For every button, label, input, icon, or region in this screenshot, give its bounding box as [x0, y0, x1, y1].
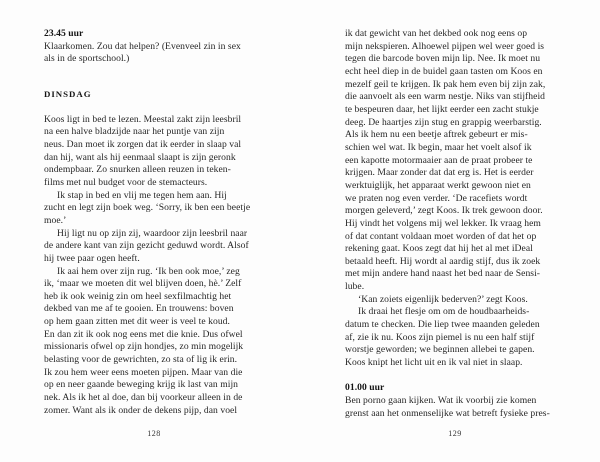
text-line: dekbed van me af te gooien. En trouwens: boven [44, 303, 234, 315]
text-line: lube. [345, 281, 365, 293]
text-line: krijgen. Maar zonder dat dat erg is. Het is eerder [345, 167, 534, 179]
text-line: 01.00 uur [345, 382, 385, 394]
text-line: of dat contant voldaan moet worden of dat het op [345, 230, 537, 242]
text-line: met mijn andere hand naast het bed naar de Sensi- [345, 268, 541, 280]
text-line: we praten nog even verder. ‘De racefiets wordt [345, 192, 528, 204]
paragraph [345, 306, 550, 369]
text-line: schien wel wat. Ik begin, maar het voelt alsof ik [345, 141, 532, 153]
text-line: Ik zou hem weer eens moeten pijpen. Maar van die [44, 366, 243, 378]
text-line: betaald heeft. Hij wordt al aardig stijf, dus ik zoek [345, 255, 541, 267]
text-line: echt heel diep in de buidel gaan tasten om Koos en [345, 65, 543, 77]
paragraph [44, 114, 250, 190]
text-line: dan hij, want als hij eenmaal slaapt is zijn geronk [44, 151, 236, 163]
text-line: Klaarkomen. Zou dat helpen? (Evenveel zin in sex [44, 40, 241, 52]
page-number-right: 129 [448, 429, 462, 438]
text-line: ‘Kan zoiets eigenlijk bederven?’ zegt Koos. [358, 293, 528, 305]
text-line: zucht en legt zijn boek weg. ‘Sorry, ik ben een beetje [44, 202, 251, 214]
paragraph [345, 294, 550, 307]
text-line: Hij ligt nu op zijn zij, waardoor zijn leesbril naar [57, 227, 248, 239]
text-line: Hij vindt het volgens mij wel lekker. Ik vraag hem [345, 217, 541, 229]
text-line: Ik aai hem over zijn rug. ‘Ik ben ook moe,’ zeg [57, 265, 240, 277]
paragraph [44, 41, 250, 66]
text-line: een kapotte motormaaier aan de praat probeer te [345, 154, 533, 166]
text-line: moe.’ [44, 214, 67, 226]
text-line: mijn nekspieren. Alhoewel pijpen wel weer goed is [345, 40, 545, 52]
text-line: belasting voor de gewrichten, zo sta of lig ik erin. [44, 354, 238, 366]
text-line: Als ik hem nu een beetje aftrek gebeurt er mis- [345, 129, 528, 141]
text-line: nek. Als ik het al doe, dan bij voorkeur alleen in de [44, 392, 243, 404]
text-line: 23.45 uur [44, 28, 84, 39]
text-line: rekening gaat. Koos zegt dat hij het al met iDeal [345, 243, 533, 255]
paragraph [44, 190, 250, 228]
page-number-left: 128 [147, 429, 161, 438]
text-line: ondempbaar. Zo snurken alleen reuzen in teken- [44, 164, 231, 176]
text-line: de andere kant van zijn gezicht geduwd wordt. Alsof [44, 240, 249, 252]
text-line: als in de sportschool.) [44, 53, 130, 65]
page-right-text [345, 28, 550, 420]
text-line: neus. Dan moet ik zorgen dat ik eerder in slaap val [44, 138, 242, 150]
time-header [345, 382, 550, 395]
day-header [44, 88, 250, 101]
text-line: op en neer gaande beweging krijg ik last van mijn [44, 379, 239, 391]
text-line: Ik stap in bed en vlij me tegen hem aan. Hij [57, 189, 227, 201]
text-line: worstje geworden; we beginnen allebei te gapen. [345, 344, 535, 356]
text-line: DINSDAG [44, 88, 92, 99]
page-right [300, 0, 600, 462]
text-line: morgen geleverd,’ zegt Koos. Ik trek gewoon door. [345, 205, 543, 217]
text-line: Koos knipt het licht uit en ik val niet in slaap. [345, 357, 523, 369]
text-line: tegen die barcode boven mijn lip. Nee. Ik moet nu [345, 53, 541, 65]
text-line: mezelf geil te krijgen. Ik pak hem even bij zijn zak, [345, 78, 546, 90]
text-line: hij twee paar ogen heeft. [44, 252, 140, 264]
text-line: na een halve bladzijde naar het puntje van zijn [44, 126, 225, 138]
page-left-text [44, 28, 250, 417]
paragraph [345, 395, 550, 420]
text-line: die aanvoelt als een warm nestje. Niks van stijfheid [345, 91, 546, 103]
time-header [44, 28, 250, 41]
paragraph [345, 28, 550, 294]
text-line: Koos ligt in bed te lezen. Meestal zakt zijn leesbril [44, 113, 242, 125]
text-line: Ik draai het flesje om om de houdbaarheids- [358, 306, 530, 318]
text-line: af, zie ik nu. Koos zijn piemel is nu een half stijf [345, 331, 535, 343]
text-line: zomer. Want als ik onder de dekens pijp, dan voel [44, 404, 238, 416]
text-line: deeg. De haartjes zijn stug en grappig weerbarstig. [345, 116, 542, 128]
text-line: ik, ‘maar we moeten dit wel blijven doen, hè.’ Zelf [44, 278, 242, 290]
text-line: op hem gaan zitten met dit weer is veel te koud. [44, 316, 230, 328]
paragraph [44, 266, 250, 418]
text-line: heb ik ook weinig zin om heel sexfilmachtig het [44, 290, 232, 302]
paragraph [44, 228, 250, 266]
text-line: Ben porno gaan kijken. Wat ik voorbij zie komen [345, 394, 537, 406]
text-line: ik dat gewicht van het dekbed ook nog eens op [345, 28, 528, 39]
text-line: werktuiglijk, het apparaat werkt gewoon niet en [345, 179, 531, 191]
text-line: En dan zit ik ook nog eens met die knie. Dus ofwel [44, 328, 243, 340]
text-line: te bespeuren daar, het lijkt eerder een zacht stukje [345, 103, 539, 115]
text-line: grenst aan het onmenselijke wat betreft fysieke pres- [345, 407, 550, 419]
text-line: missionaris ofwel op zijn hondjes, zo min mogelijk [44, 341, 244, 353]
text-line: datum te checken. Die liep twee maanden geleden [345, 319, 540, 331]
text-line: films met nul budget voor de stemacteurs. [44, 176, 208, 188]
